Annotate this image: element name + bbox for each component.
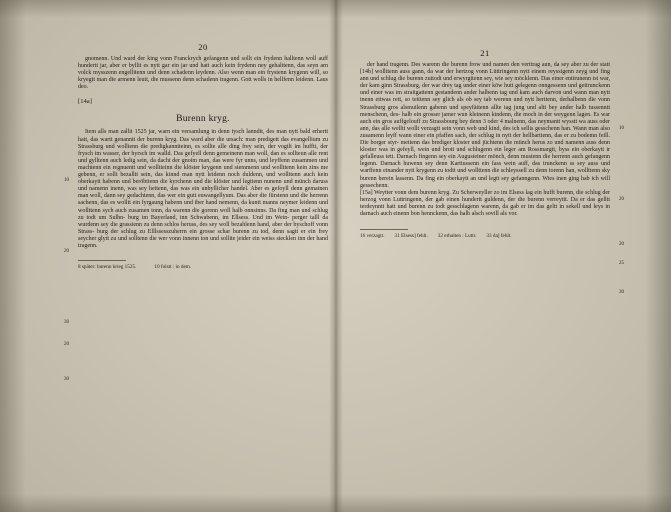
line-number-marginal: 25 [619,261,624,266]
right-paragraph-1: der hand tragenn. Des warenn die burenn frow und namen den verttrag aun, da sey aber zu der statt [14b] wollitenn auss gann, da war der hertzog vonn Lüttringenn nytt einem reyssigenn zeyg und fing ann und schlug die burenn zuttodt und erwyrgttenn sey, wie sey möcklenn. Das einer enttrunenn ist war, der kam ginn Strassburg, der war drey tag under einer köw hutt gelegenn onngessenn und gettrunckenn und einer was im straitgattenn gestandenn ander halbenn tag und kam auch darvon und wann man nytt inenn ettwas rett, so teittenn sey glich als ob sey tab werenn und nytt herttenn, derhalbenn die vonn Strassburg gros alsmuilenn gabenn und speyfättenn allte tag jung und altt bey ander halb tussenntt menschenn, des- halb ein grosser jamer wun kleinenn kindenn, die moch in der weygenn lagen. Es war auch ein gros auffgelouff zu Strassbourg bey denn 3 oder 4 malnenn, das neymantt wysstt wa auss oder ann, das alle welltt wollt verzagtt sein vonn web und kind, des ich sellis gesschenn han. Wann man also zusamenn leyff wann einer ein pfaffen sach, der schlug in nytt der hellbarttenn, das er zu bodemn feill. Die borger styr- mettenn das brediger kloster und jüchtenn die münch herus zo und namenn auss denn kloster was in gefeyll, wein und brott und schlugenn ein leger am Rossmargtt, byss ein oberkaytt ir gefalleuss tett. Darnach fingenn sey ein Augusteiner mönch, denn mustenn die herrenn auch gefangenn legenn. Darnach huwenn sey denn Karttussenn ein fass wein auff, das trunckenn ss sey auss und warffenn einander nytt krygenn zu todtt und wollttenn die schleyssell zu denn torenn han, wollttenn sky burenn herein lassenn. Da fing ein oberkaytt an und legtt sey gefanngenn. Wies inen ging hab ich will gessechenn. [360,62,610,189]
left-page-footnotes [78,264,328,271]
page-shadow-right [645,0,671,512]
line-number-marginal: 10 [619,126,624,131]
left-page-folio: 20 [198,42,208,52]
line-number-marginal: 30 [619,290,624,295]
line-number-marginal: 20 [619,241,624,247]
footnote-item: 8 später: burenn krieg 1525. [78,264,137,271]
footnote-rule [360,229,408,230]
line-number-marginal: 30 [64,377,69,383]
line-number-marginal: 10 [64,178,69,184]
book-gutter [329,0,343,512]
left-page-heading: Burenn kryg. [176,114,230,125]
left-paragraph-1: gnomenn. Und ward der king vonn Franckrych gefangenn und sollt ein frydenn halltenn woll auff hundertt jar, aber er byllit es nytt gar ein jar und hatt auch kein frydenn ney gehalttenn, das seyn arn volck mysszenn engellitenn und denn schadenn leydenn. Also wenn man ein frystenn krygenn will, so kryegtt man die armenn leutt, die mussenn denn schadenn tragenn. Gott wolls in hellfenn leidenn. Laus deo. [78,56,328,91]
right-page-folio: 21 [480,48,490,58]
footnote-item: 10 folstt : in dem. [154,264,192,271]
right-page-side-label: [15a] [360,189,373,196]
footnote-item: 31 Elsess] fehlt. [394,233,428,240]
line-number-marginal: 20 [619,197,624,202]
line-number-marginal: 30 [64,320,69,326]
right-page-footnotes [360,233,610,240]
line-number-marginal: 20 [64,342,69,348]
right-paragraph-2 [360,190,610,218]
footnote-rule [78,260,126,261]
footnote-item: 32 erhalten : Luttr. [437,233,477,240]
right-page [360,0,624,295]
left-paragraph-2: Item alls man zallit 1525 jar, warn ein versamlung in denn tysch lanndtt, des man nytt bald erhertt hatt, das wartt genanntt der burenn kryg. Das ward aber die ursach: man predigett das evangellium zu Strassburg und wolltenn die predigkanntteinn, es sollte alle ding frey sein, der vogtlt im hufftt, der frysch im wasser, der hyrsch im walld. Das gefyell denn gemeinenn man woll, dan es sollteun alle rent und gylltenn auch ledig sein, da dacht der gnoim man, das were fyr unns, und leyffenn zusammen und machtenn ein regnuentt und wolltteinn die klöster krygenn und stemmenn und wollttenn kein zins me gebenn, er sollt bezalltt sein, das kinnd man nytt leidenn noch duldenn, und wollttenn auch kein oberkaytt habenn und beröbttenn die kyrchenn und die klöster und legttenn nunenn und münch daruss und namenn inenn, was sey hettenn, das was ein unbyllicher handel. Aber es gefoyll denn gemainen man woll, dann sey gedachtenn, das wer ein gutt euwangellyum. Das aber die fürstenn und die herrenn sachenn, das es wolltt ein fyrgaung habenn und iber hand nemenn, da kuntt manns neymer leidenn und wollttenn sych auch zusamen tonn, da warenn die gorenn woll halb onnsinns. Da fing man und schlug zu todt um Sulhn- burg im Bayerland, inn Schwabenn, im Ellsess. Und im Wein- perger talll da wurdenn sey die grassienn zu denn schlos heruss, des sey woll bezahlenn hand, aber der byschoff vonn Strass- burg der schlug zu Elllssesszuherrn ein grosse schar burenn zu tod, denn sagtt er ein frey seycher glytt zu und solltenn die wer vonn innenn ton und sollite jeider ein weiss stecklen inn der hand tragenn. [78,129,328,249]
right-paragraph-2-text: Weytter vonn dem burenn kryg. Zu Scherweyller zo im Elsess lag ein hufft burenn, die schlug der herzog vonn Luttringenn, der gab einen hundertt guldenn, der die burenn verreyttt. Da er das gelltt terdeynntt hatt und burenn zu todt gesschlagenn warenn, da gab er im das geltt in sekell und leys in darnach auch einenn bon hennckenn, das halb alsch sovill als vor. [360,189,610,217]
left-page-side-label: [14a] [78,98,92,106]
page-shadow-left [0,0,26,512]
line-number-marginal: 20 [64,249,69,255]
left-page [64,0,328,383]
footnote-item: 16 verzagtt. [360,233,385,240]
footnote-item: 33 da] fehlt. [486,233,512,240]
